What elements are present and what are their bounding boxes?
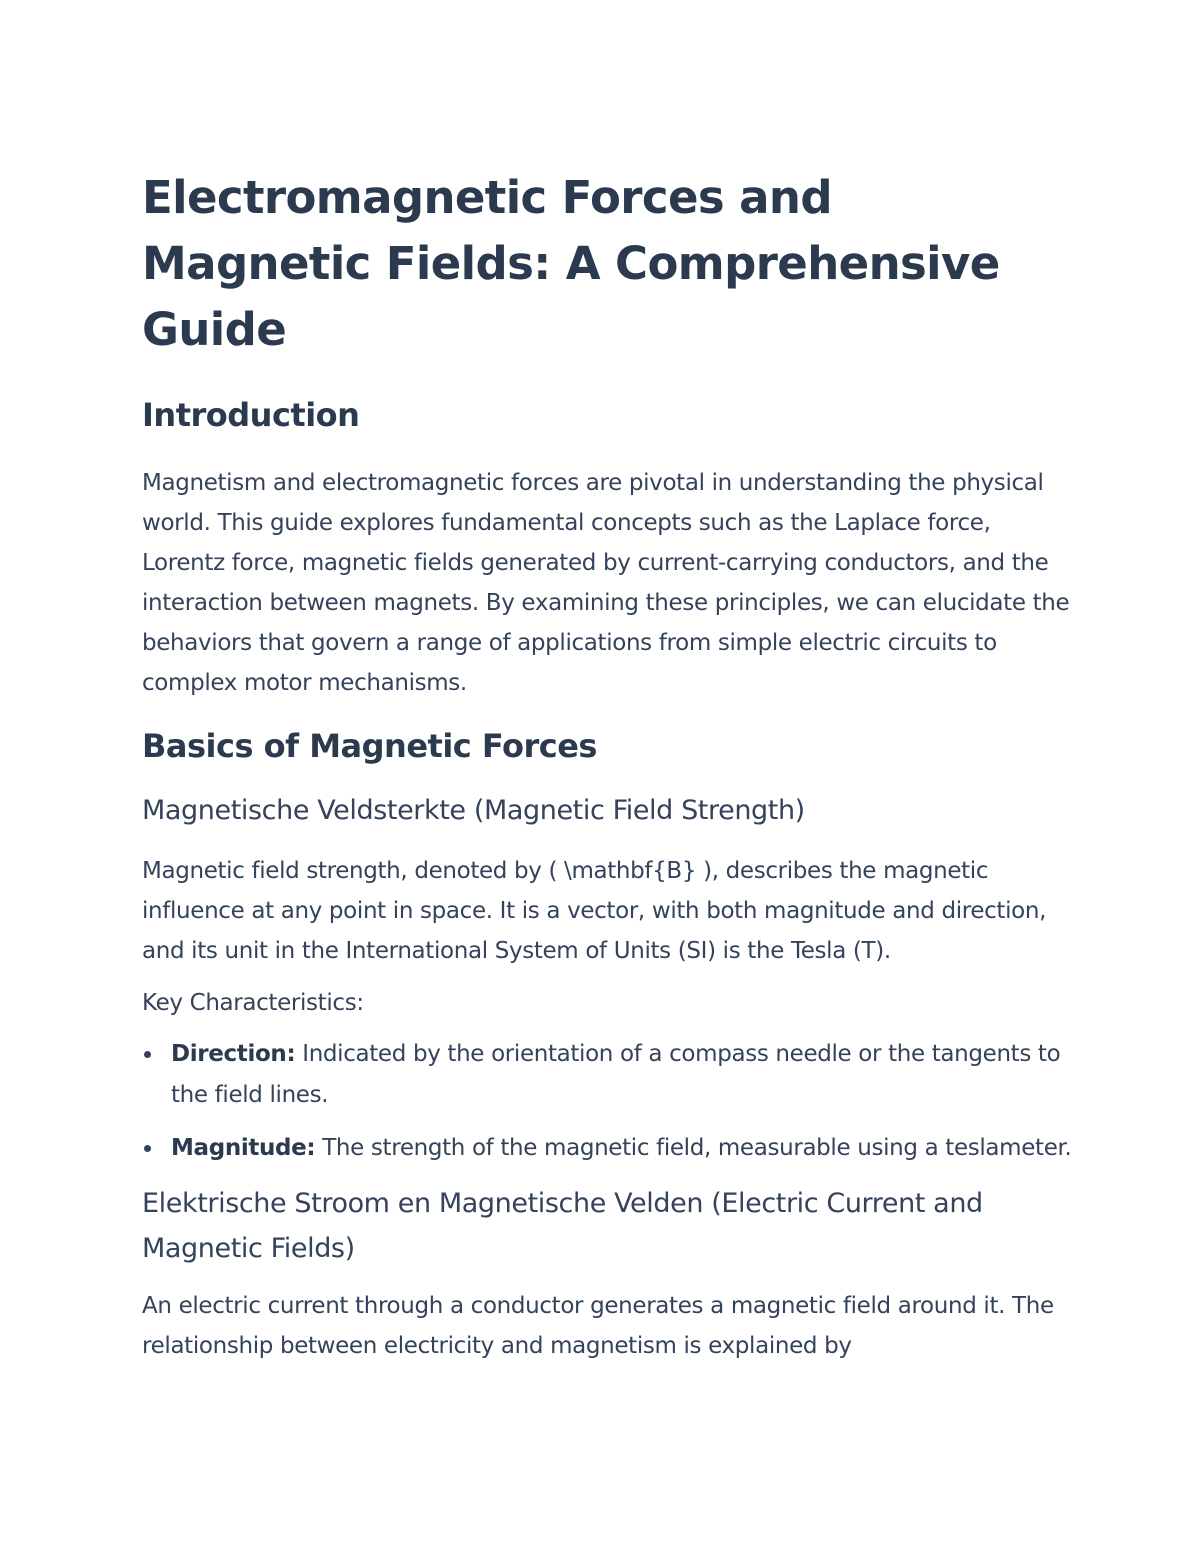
direction-term: Direction: xyxy=(171,1041,296,1067)
bullet-icon xyxy=(144,1051,151,1058)
bullet-icon xyxy=(144,1145,151,1152)
field-strength-heading: Magnetische Veldsterkte (Magnetic Field Strength) xyxy=(142,795,805,826)
basics-heading: Basics of Magnetic Forces xyxy=(142,727,597,765)
magnitude-text: The strength of the magnetic field, measurable using a teslameter. xyxy=(315,1135,1072,1161)
magnitude-term: Magnitude: xyxy=(171,1135,316,1161)
list-item-magnitude xyxy=(142,1128,1072,1169)
list-item-direction xyxy=(142,1034,1072,1116)
characteristics-list xyxy=(142,1034,1072,1169)
direction-text: Indicated by the orientation of a compass needle or the tangents to the field lines. xyxy=(171,1041,1061,1108)
current-fields-heading: Elektrische Stroom en Magnetische Velden (Electric Current and Magnetic Fields) xyxy=(142,1188,983,1264)
introduction-paragraph: Magnetism and electromagnetic forces are pivotal in understanding the physical world. This guide explores fundamental concepts such as the Laplace force, Lorentz force, magnetic fields generated by current-carrying conductors, and the interaction between magnets. By examining these principles, we can elucidate the behaviors that govern a range of applications from simple electric circuits to complex motor mechanisms. xyxy=(142,470,1070,696)
field-strength-paragraph: Magnetic field strength, denoted by ( \mathbf{B} ), describes the magnetic influence at any point in space. It is a vector, with both magnitude and direction, and its unit in the International System of Units (SI) is the Tesla (T). xyxy=(142,858,1047,964)
document-page xyxy=(142,165,1072,1366)
key-characteristics-label: Key Characteristics: xyxy=(142,990,364,1016)
current-fields-paragraph: An electric current through a conductor generates a magnetic field around it. The relationship between electricity and magnetism is explained by xyxy=(142,1293,1054,1359)
introduction-heading: Introduction xyxy=(142,396,360,434)
document-title: Electromagnetic Forces and Magnetic Fields: A Comprehensive Guide xyxy=(142,171,1000,356)
